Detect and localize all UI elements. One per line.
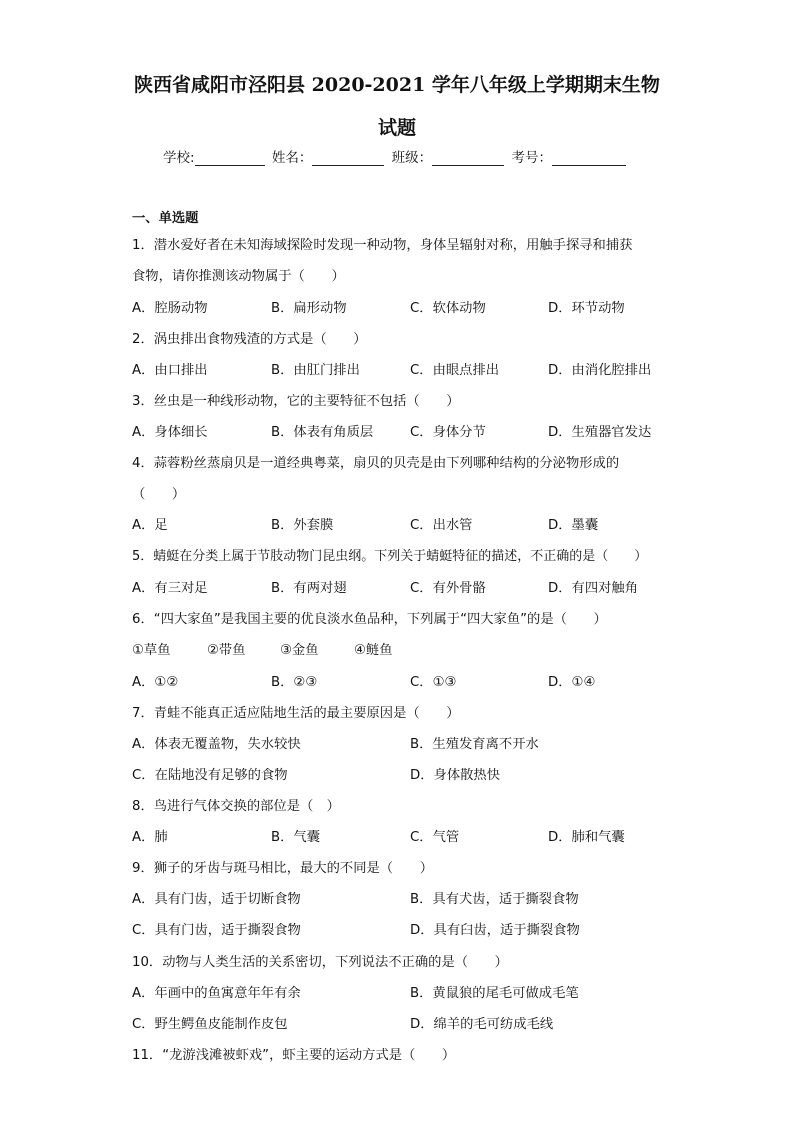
q7-option-c[interactable]: C．在陆地没有足够的食物	[132, 768, 288, 783]
question-4-stem-cont: （ ）	[132, 487, 186, 502]
q2-option-c[interactable]: C．由眼点排出	[410, 363, 500, 378]
student-info-row	[163, 146, 629, 166]
q3-option-b[interactable]: B．体表有角质层	[271, 425, 374, 440]
q5-option-b[interactable]: B．有两对翅	[271, 581, 347, 596]
q10-option-b[interactable]: B．黄鼠狼的尾毛可做成毛笔	[410, 986, 579, 1001]
q10-option-a[interactable]: A．年画中的鱼寓意年年有余	[132, 986, 301, 1001]
question-11-stem: 11．“龙游浅滩被虾戏”，虾主要的运动方式是（ ）	[132, 1048, 456, 1063]
q3-option-a[interactable]: A．身体细长	[132, 425, 208, 440]
question-7-stem: 7．青蛙不能真正适应陆地生活的最主要原因是（ ）	[132, 706, 460, 721]
q9-option-c[interactable]: C．具有门齿，适于撕裂食物	[132, 923, 301, 938]
q5-option-a[interactable]: A．有三对足	[132, 581, 208, 596]
q1-option-a[interactable]: A．腔肠动物	[132, 301, 208, 316]
question-2-stem: 2．涡虫排出食物残渣的方式是（ ）	[132, 332, 367, 347]
q2-option-d[interactable]: D．由消化腔排出	[548, 363, 652, 378]
q6-option-d[interactable]: D．①④	[548, 675, 596, 690]
q8-option-a[interactable]: A．肺	[132, 830, 168, 845]
q4-option-b[interactable]: B．外套膜	[271, 518, 334, 533]
name-label: 姓名：	[271, 150, 313, 166]
section-title: 一、单选题	[132, 211, 199, 226]
q6-option-a[interactable]: A．①②	[132, 675, 179, 690]
q7-option-b[interactable]: B．生殖发育离不开水	[410, 737, 539, 752]
question-1-stem: 1．潜水爱好者在未知海域探险时发现一种动物，身体呈辐射对称，用触手探寻和捕获	[132, 238, 633, 253]
q4-option-d[interactable]: D．墨囊	[548, 518, 599, 533]
q6-option-b[interactable]: B．②③	[271, 675, 318, 690]
q2-option-b[interactable]: B．由肛门排出	[271, 363, 360, 378]
q10-option-d[interactable]: D．绵羊的毛可纺成毛线	[410, 1017, 554, 1032]
q8-option-c[interactable]: C．气管	[410, 830, 460, 845]
question-5-stem: 5．蜻蜓在分类上属于节肢动物门昆虫纲。下列关于蜻蜓特征的描述，不正确的是（ ）	[132, 549, 648, 564]
q1-option-d[interactable]: D．环节动物	[548, 301, 625, 316]
q1-option-c[interactable]: C．软体动物	[410, 301, 486, 316]
q1-option-b[interactable]: B．扁形动物	[271, 301, 347, 316]
q3-option-d[interactable]: D．生殖器官发达	[548, 425, 652, 440]
q7-option-d[interactable]: D．身体散热快	[410, 768, 501, 783]
exam-title-line2: 试题	[377, 117, 416, 139]
q4-option-a[interactable]: A．足	[132, 518, 168, 533]
exam-title-line1: 陕西省咸阳市泾阳县 2020-2021 学年八年级上学期期末生物	[134, 74, 660, 96]
q8-option-b[interactable]: B．气囊	[271, 830, 321, 845]
class-label: 班级：	[391, 150, 433, 166]
q6-option-c[interactable]: C．①③	[410, 675, 457, 690]
q9-option-b[interactable]: B．具有犬齿，适于撕裂食物	[410, 892, 579, 907]
question-6-stem: 6．“四大家鱼”是我国主要的优良淡水鱼品种，下列属于“四大家鱼”的是（ ）	[132, 612, 607, 627]
school-blank[interactable]	[195, 151, 265, 166]
question-8-stem: 8．鸟进行气体交换的部位是（ ）	[132, 799, 340, 814]
q6-item-4: ④鲢鱼	[354, 643, 393, 658]
question-4-stem: 4．蒜蓉粉丝蒸扇贝是一道经典粤菜，扇贝的贝壳是由下列哪种结构的分泌物形成的	[132, 456, 620, 471]
q8-option-d[interactable]: D．肺和气囊	[548, 830, 625, 845]
number-blank[interactable]	[552, 151, 626, 166]
question-1-stem-cont: 食物，请你推测该动物属于（ ）	[132, 269, 345, 284]
question-10-stem: 10．动物与人类生活的关系密切，下列说法不正确的是（ ）	[132, 955, 508, 970]
number-label: 考号：	[511, 150, 552, 166]
question-3-stem: 3．丝虫是一种线形动物，它的主要特征不包括（ ）	[132, 394, 460, 409]
q10-option-c[interactable]: C．野生鳄鱼皮能制作皮包	[132, 1017, 288, 1032]
name-blank[interactable]	[312, 151, 384, 166]
q9-option-d[interactable]: D．具有臼齿，适于撕裂食物	[410, 923, 580, 938]
q4-option-c[interactable]: C．出水管	[410, 518, 473, 533]
q3-option-c[interactable]: C．身体分节	[410, 425, 486, 440]
class-blank[interactable]	[432, 151, 504, 166]
q7-option-a[interactable]: A．体表无覆盖物，失水较快	[132, 737, 301, 752]
school-label: 学校:	[163, 150, 195, 166]
question-9-stem: 9．狮子的牙齿与斑马相比，最大的不同是（ ）	[132, 861, 433, 876]
q6-item-1: ①草鱼	[132, 643, 171, 658]
q2-option-a[interactable]: A．由口排出	[132, 363, 208, 378]
q9-option-a[interactable]: A．具有门齿，适于切断食物	[132, 892, 301, 907]
q5-option-c[interactable]: C．有外骨骼	[410, 581, 486, 596]
q5-option-d[interactable]: D．有四对触角	[548, 581, 639, 596]
q6-item-3: ③金鱼	[280, 643, 319, 658]
q6-item-2: ②带鱼	[207, 643, 246, 658]
